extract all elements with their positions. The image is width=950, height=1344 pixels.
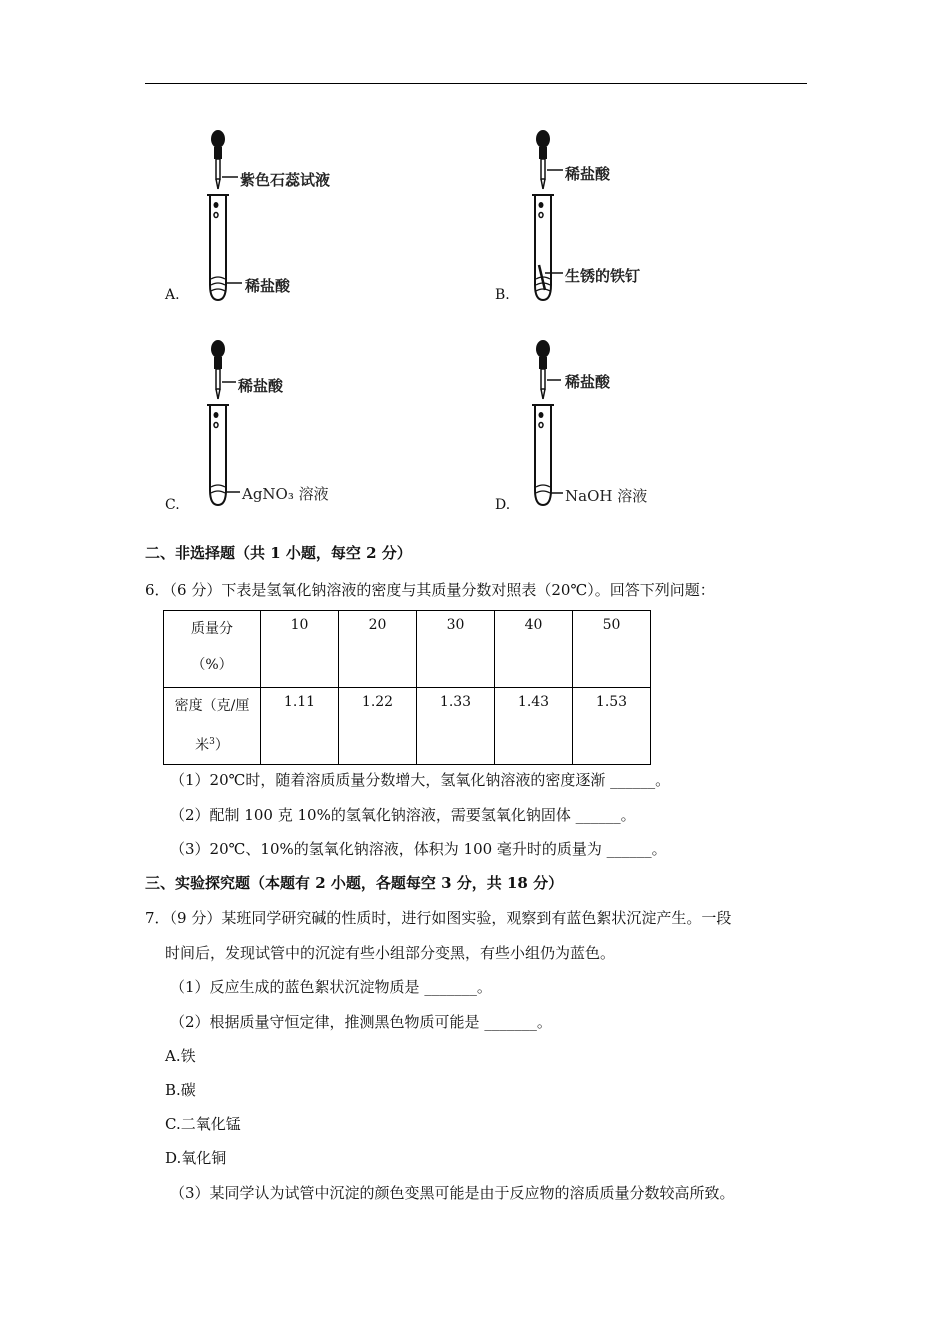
header-tail: ） xyxy=(214,737,229,754)
table-cell xyxy=(261,611,339,688)
option-c-letter: C. xyxy=(165,497,180,513)
question-6-sub-1: （1）20℃时，随着溶质质量分数增大，氢氧化钠溶液的密度逐渐 ______。 xyxy=(170,771,671,789)
percentage-value: 20 xyxy=(368,617,387,633)
question-6-stem: 6．（6 分）下表是氢氧化钠溶液的密度与其质量分数对照表（20℃）。回答下列问题： xyxy=(145,581,715,599)
table-cell xyxy=(417,688,495,765)
density-value: 1.11 xyxy=(283,694,316,710)
table-cell xyxy=(339,688,417,765)
option-d-figure xyxy=(485,335,745,535)
density-value: 1.43 xyxy=(517,694,550,710)
question-6-sub-2: （2）配制 100 克 10%的氢氧化钠溶液，需要氢氧化钠固体 ______。 xyxy=(170,806,636,824)
percentage-value: 40 xyxy=(524,617,543,633)
table-header-cell xyxy=(164,688,261,765)
table-cell xyxy=(573,688,651,765)
choice-a: A.铁 xyxy=(165,1047,196,1065)
table-cell xyxy=(261,688,339,765)
choice-d: D.氧化铜 xyxy=(165,1149,227,1167)
choice-c: C.二氧化锰 xyxy=(165,1115,241,1133)
percentage-value: 10 xyxy=(290,617,309,633)
density-value: 1.53 xyxy=(595,694,628,710)
option-a-letter: A. xyxy=(165,287,180,303)
choice-b: B.碳 xyxy=(165,1081,196,1099)
question-7-stem-line-2: 时间后，发现试管中的沉淀有些小组部分变黑，有些小组仍为蓝色。 xyxy=(165,944,616,962)
question-7-sub-3: （3）某同学认为试管中沉淀的颜色变黑可能是由于反应物的溶质质量分数较高所致。 xyxy=(170,1184,735,1202)
tube-label: 生锈的铁钉 xyxy=(565,267,641,285)
table-cell xyxy=(495,688,573,765)
section-3-heading: 三、实验探究题（本题有 2 小题，各题每空 3 分，共 18 分） xyxy=(145,874,564,892)
dropper-label: 稀盐酸 xyxy=(565,165,611,183)
table-cell xyxy=(495,611,573,688)
table-row xyxy=(164,688,651,765)
tube-label: NaOH 溶液 xyxy=(565,487,648,505)
dropper-tube-c-icon xyxy=(160,335,420,535)
dropper-tube-b-icon xyxy=(485,125,745,325)
option-c-figure xyxy=(160,335,420,535)
section-2-heading: 二、非选择题（共 1 小题，每空 2 分） xyxy=(145,544,412,562)
table-header-cell xyxy=(164,611,261,688)
superscript: 3 xyxy=(209,737,215,747)
option-b-figure xyxy=(485,125,745,325)
option-b-letter: B. xyxy=(495,287,510,303)
table-row xyxy=(164,611,651,688)
dropper-label: 稀盐酸 xyxy=(238,377,284,395)
percentage-value: 50 xyxy=(602,617,621,633)
option-a-figure xyxy=(160,125,420,325)
header-line: （%） xyxy=(191,657,233,673)
question-6-sub-3: （3）20℃、10%的氢氧化钠溶液，体积为 100 毫升时的质量为 ______。 xyxy=(170,840,667,858)
question-7-stem-line-1: 7．（9 分）某班同学研究碱的性质时，进行如图实验，观察到有蓝色絮状沉淀产生。一段 xyxy=(145,909,732,927)
header-line: 质量分 xyxy=(191,621,233,637)
table-cell xyxy=(339,611,417,688)
percentage-value: 30 xyxy=(446,617,465,633)
density-table xyxy=(163,610,651,765)
table-cell xyxy=(417,611,495,688)
density-value: 1.22 xyxy=(361,694,394,710)
option-d-letter: D. xyxy=(495,497,511,513)
question-7-sub-2: （2）根据质量守恒定律，推测黑色物质可能是 _______。 xyxy=(170,1013,552,1031)
table-cell xyxy=(573,611,651,688)
dropper-label: 稀盐酸 xyxy=(565,373,611,391)
header-line: 密度（克/厘 xyxy=(174,698,250,714)
dropper-label: 紫色石蕊试液 xyxy=(240,171,331,189)
density-value: 1.33 xyxy=(439,694,472,710)
header-rule xyxy=(145,83,807,84)
header-line: 米 xyxy=(195,737,210,754)
question-7-sub-1: （1）反应生成的蓝色絮状沉淀物质是 _______。 xyxy=(170,978,492,996)
tube-label: AgNO₃ 溶液 xyxy=(242,485,329,503)
tube-label: 稀盐酸 xyxy=(245,277,291,295)
